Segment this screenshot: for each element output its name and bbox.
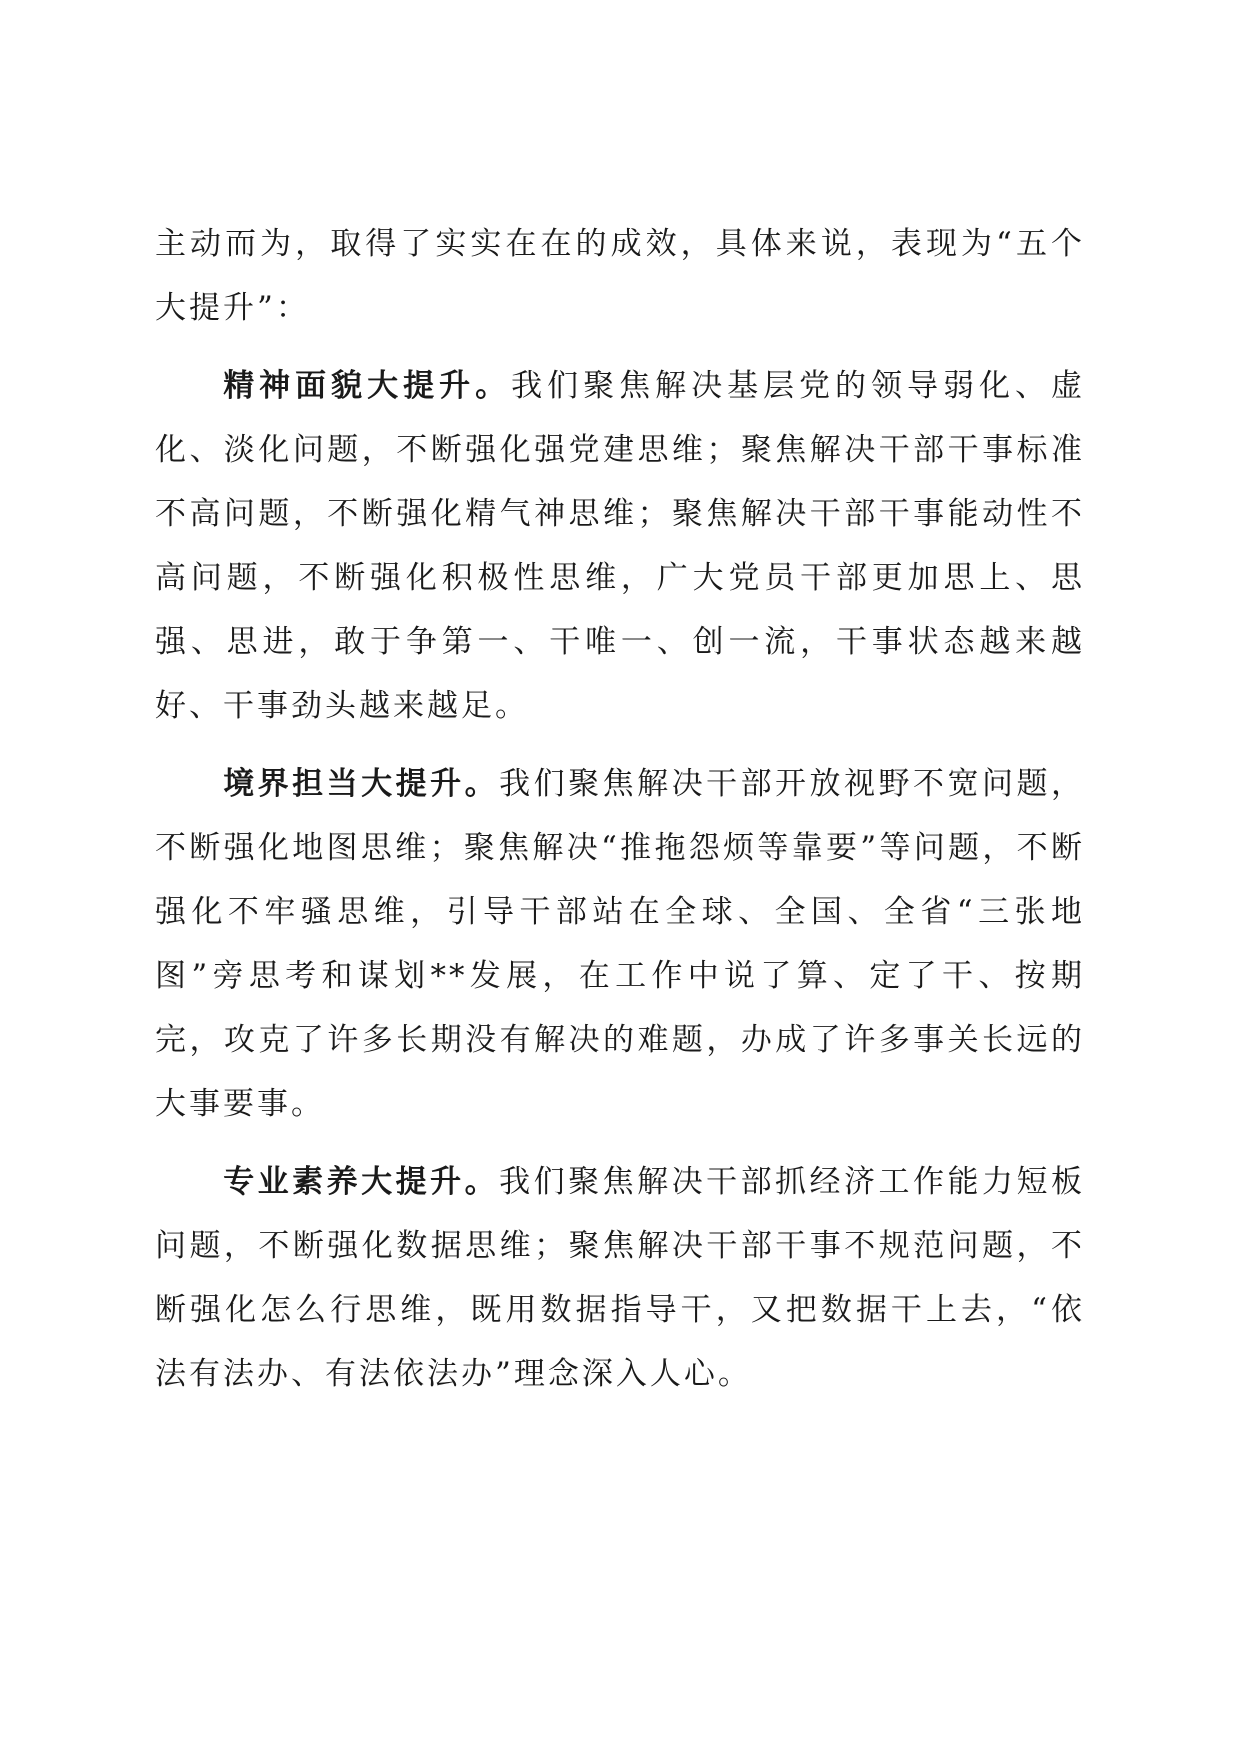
section-heading: 专业素养大提升。 xyxy=(223,1164,500,1200)
section-body: 我们聚焦解决干部开放视野不宽问题，不断强化地图思维；聚焦解决“推拖怨烦等靠要”等问题，不断强化不牢骚思维，引导干部站在全球、全国、全省“三张地图”旁思考和谋划**发展，在工作中说了算、定了干、按期完，攻克了许多长期没有解决的难题，办成了许多事关长远的大事要事。 xyxy=(155,766,1085,1122)
section-paragraph-professional xyxy=(155,1150,1085,1406)
intro-text: 主动而为，取得了实实在在的成效，具体来说，表现为“五个大提升”： xyxy=(155,226,1085,326)
section-paragraph-vision xyxy=(155,752,1085,1136)
section-body: 我们聚焦解决干部抓经济工作能力短板问题，不断强化数据思维；聚焦解决干部干事不规范问题，不断强化怎么行思维，既用数据指导干，又把数据干上去，“依法有法办、有法依法办”理念深入人心。 xyxy=(155,1164,1085,1392)
section-heading: 境界担当大提升。 xyxy=(223,766,500,802)
document-body xyxy=(155,212,1085,1420)
section-body: 我们聚焦解决基层党的领导弱化、虚化、淡化问题，不断强化强党建思维；聚焦解决干部干事标准不高问题，不断强化精气神思维；聚焦解决干部干事能动性不高问题，不断强化积极性思维，广大党员干部更加思上、思强、思进，敢于争第一、干唯一、创一流，干事状态越来越好、干事劲头越来越足。 xyxy=(155,368,1086,724)
intro-paragraph xyxy=(155,212,1085,340)
section-heading: 精神面貌大提升。 xyxy=(223,368,512,404)
section-paragraph-spirit xyxy=(155,354,1085,738)
